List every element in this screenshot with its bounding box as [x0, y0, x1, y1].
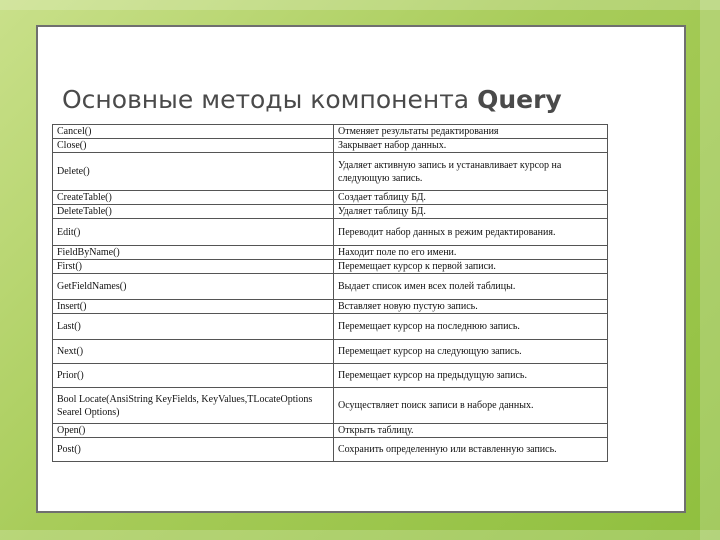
table-row: [53, 139, 608, 153]
method-name-cell: Prior(): [53, 364, 334, 388]
background-stripe: [0, 530, 720, 540]
background-stripe: [0, 0, 720, 10]
method-name-cell: DeleteTable(): [53, 205, 334, 219]
table-row: [53, 219, 608, 246]
methods-table: [52, 124, 608, 462]
method-desc-cell: Удаляет таблицу БД.: [334, 205, 608, 219]
table-row: [53, 424, 608, 438]
method-desc-cell: Перемещает курсор на следующую запись.: [334, 340, 608, 364]
table-row: [53, 260, 608, 274]
table-row: [53, 300, 608, 314]
method-desc-cell: Закрывает набор данных.: [334, 139, 608, 153]
table-row: [53, 340, 608, 364]
table-row: [53, 246, 608, 260]
title-bold-text: Query: [477, 85, 562, 114]
method-desc-cell: Удаляет активную запись и устанавливает курсор на следующую запись.: [334, 153, 608, 191]
table-row: [53, 125, 608, 139]
background-stripe: [700, 0, 720, 540]
method-name-cell: Edit(): [53, 219, 334, 246]
method-desc-cell: Отменяет результаты редактирования: [334, 125, 608, 139]
method-desc-cell: Создает таблицу БД.: [334, 191, 608, 205]
method-desc-cell: Осуществляет поиск записи в наборе данных.: [334, 388, 608, 424]
method-name-cell: Post(): [53, 438, 334, 462]
method-name-cell: FieldByName(): [53, 246, 334, 260]
method-name-cell: First(): [53, 260, 334, 274]
table-row: [53, 388, 608, 424]
method-desc-cell: Находит поле по его имени.: [334, 246, 608, 260]
table-row: [53, 191, 608, 205]
method-name-cell: Open(): [53, 424, 334, 438]
method-name-cell: Last(): [53, 314, 334, 340]
method-desc-cell: Сохранить определенную или вставленную запись.: [334, 438, 608, 462]
method-desc-cell: Перемещает курсор к первой записи.: [334, 260, 608, 274]
method-name-cell: Insert(): [53, 300, 334, 314]
method-name-cell: CreateTable(): [53, 191, 334, 205]
slide-title: [62, 85, 622, 114]
table-row: [53, 314, 608, 340]
method-desc-cell: Перемещает курсор на последнюю запись.: [334, 314, 608, 340]
table-row: [53, 205, 608, 219]
method-name-cell: Close(): [53, 139, 334, 153]
method-name-cell: Next(): [53, 340, 334, 364]
method-name-cell: Cancel(): [53, 125, 334, 139]
method-desc-cell: Выдает список имен всех полей таблицы.: [334, 274, 608, 300]
table-row: [53, 274, 608, 300]
title-main-text: Основные методы компонента: [62, 85, 478, 114]
table-row: [53, 438, 608, 462]
method-desc-cell: Открыть таблицу.: [334, 424, 608, 438]
method-name-cell: GetFieldNames(): [53, 274, 334, 300]
method-desc-cell: Переводит набор данных в режим редактирования.: [334, 219, 608, 246]
method-desc-cell: Вставляет новую пустую запись.: [334, 300, 608, 314]
table-row: [53, 153, 608, 191]
table-row: [53, 364, 608, 388]
method-desc-cell: Перемещает курсор на предыдущую запись.: [334, 364, 608, 388]
method-name-cell: Bool Locate(AnsiString KeyFields, KeyValues,TLocateOptions Searel Options): [53, 388, 334, 424]
method-name-cell: Delete(): [53, 153, 334, 191]
